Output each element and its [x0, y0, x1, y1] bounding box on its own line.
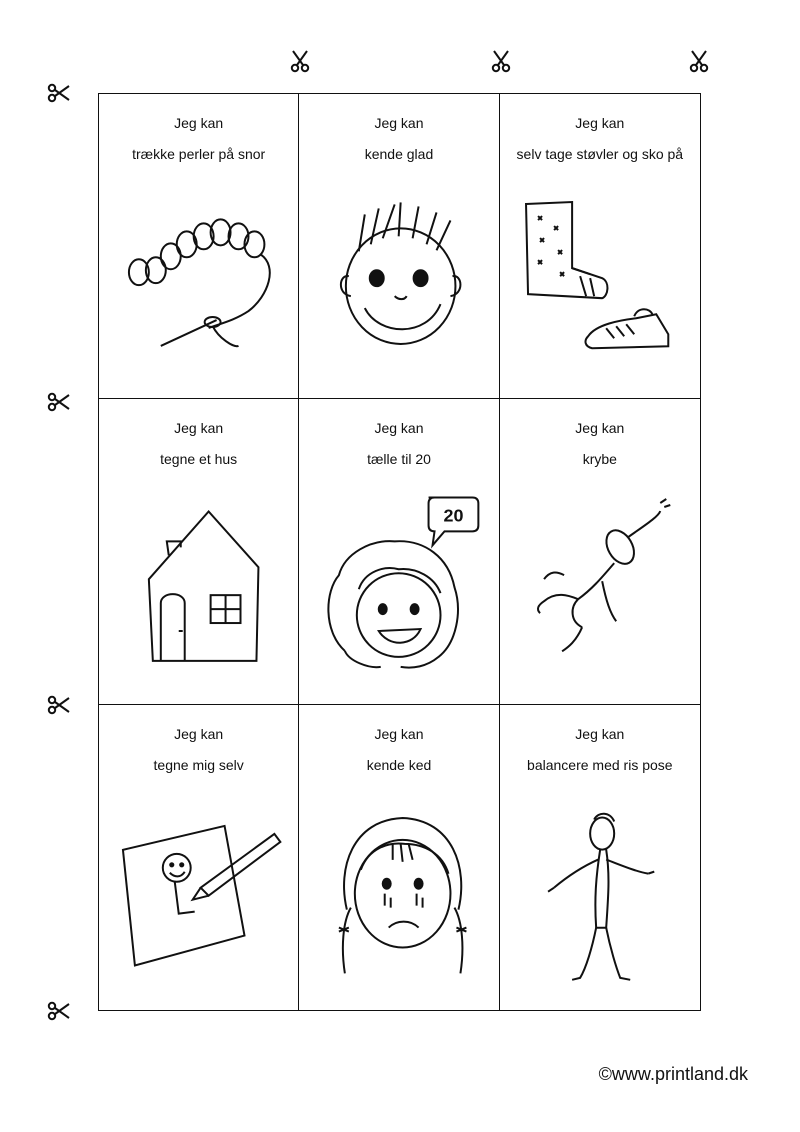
- scissors-icon: [686, 47, 712, 73]
- card-skill: kende ked: [366, 756, 432, 773]
- card-sad[interactable]: [299, 705, 499, 1010]
- card-heading: Jeg kan: [575, 420, 625, 437]
- boot-and-shoe-icon: [510, 184, 690, 388]
- scissors-icon: [47, 80, 73, 106]
- sad-face-icon: [309, 795, 488, 1000]
- card-heading: Jeg kan: [374, 725, 424, 742]
- card-heading: Jeg kan: [575, 115, 625, 131]
- card-skill: balancere med ris pose: [527, 756, 673, 773]
- scissors-icon: [47, 389, 73, 415]
- card-self-portrait[interactable]: [99, 705, 299, 1010]
- card-happy[interactable]: [299, 94, 499, 399]
- card-grid: [98, 93, 701, 1011]
- card-skill: tegne et hus: [160, 451, 238, 468]
- balancing-child-icon: [510, 795, 690, 1000]
- bubble-number: 20: [443, 505, 464, 526]
- copyright-footer: ©www.printland.dk: [598, 1064, 748, 1084]
- card-heading: Jeg kan: [174, 420, 224, 437]
- scissors-icon: [47, 998, 73, 1024]
- card-count[interactable]: [299, 399, 499, 704]
- scissors-icon: [47, 692, 73, 718]
- card-heading: Jeg kan: [575, 725, 625, 742]
- card-skill: selv tage støvler og sko på: [516, 146, 684, 162]
- card-heading: Jeg kan: [174, 115, 224, 131]
- scissors-icon: [488, 47, 514, 73]
- card-heading: Jeg kan: [374, 420, 424, 437]
- card-skill: trække perler på snor: [132, 146, 266, 162]
- card-heading: Jeg kan: [374, 115, 424, 131]
- card-crawl[interactable]: [500, 399, 700, 704]
- card-skill: kende glad: [364, 146, 434, 162]
- card-skill: tegne mig selv: [153, 756, 244, 773]
- beads-on-string-icon: [109, 184, 288, 388]
- card-skill: krybe: [582, 451, 617, 468]
- scissors-icon: [287, 47, 313, 73]
- drawing-self-icon: [109, 795, 288, 1000]
- crawling-child-icon: [510, 489, 690, 693]
- card-balance[interactable]: [500, 705, 700, 1010]
- card-skill: tælle til 20: [367, 451, 431, 468]
- house-icon: [109, 489, 288, 693]
- card-boots[interactable]: [500, 94, 700, 399]
- card-heading: Jeg kan: [174, 725, 224, 742]
- card-house[interactable]: [99, 399, 299, 704]
- card-beads[interactable]: [99, 94, 299, 399]
- happy-face-icon: [309, 184, 488, 388]
- counting-child-icon: [309, 489, 488, 693]
